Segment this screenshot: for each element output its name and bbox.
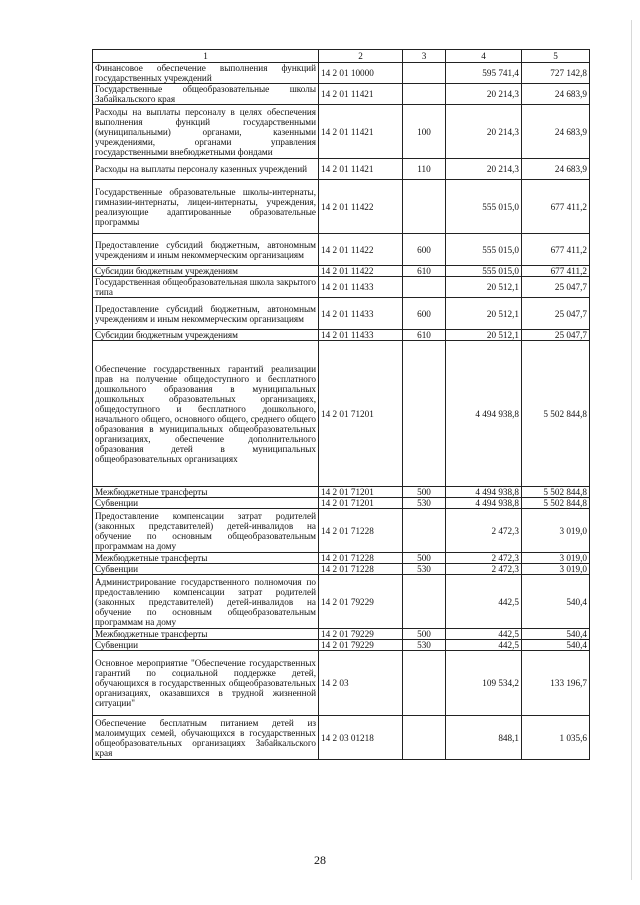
row-expense-type-cell	[403, 575, 446, 629]
table-row	[93, 277, 590, 298]
table-row	[93, 716, 590, 760]
row-code-cell: 14 2 01 11422	[319, 266, 403, 277]
row-value-col4-cell: 4 494 938,8	[446, 487, 522, 498]
row-value-col4-cell: 848,1	[446, 716, 522, 760]
row-code-cell: 14 2 01 11422	[319, 180, 403, 234]
row-value-col5-cell: 24 683,9	[522, 105, 590, 159]
row-value-col5-cell: 24 683,9	[522, 84, 590, 105]
row-expense-type-cell	[403, 651, 446, 716]
row-value-col4-cell: 555 015,0	[446, 180, 522, 234]
row-name-cell: Субвенции	[93, 564, 319, 575]
row-name-cell: Расходы на выплаты персоналу казенных учреждений	[93, 159, 319, 180]
row-name-cell: Администрирование государственного полномочия по предоставлению компенсации затрат родителей (законных представителей) детей-инвалидов на обучение по основным общеобразовательным программам на дому	[93, 575, 319, 629]
table-row	[93, 159, 590, 180]
table-row	[93, 509, 590, 553]
row-value-col4-cell: 4 494 938,8	[446, 498, 522, 509]
row-value-col5-cell: 727 142,8	[522, 63, 590, 84]
row-value-col5-cell: 25 047,7	[522, 277, 590, 298]
row-expense-type-cell: 610	[403, 266, 446, 277]
row-expense-type-cell: 530	[403, 640, 446, 651]
row-expense-type-cell	[403, 277, 446, 298]
row-code-cell: 14 2 01 11433	[319, 298, 403, 330]
row-name-cell: Предоставление субсидий бюджетным, автономным учреждениям и иным некоммерческим организациям	[93, 234, 319, 266]
row-name-cell: Обеспечение государственных гарантий реализации прав на получение общедоступного и бесплатного дошкольного образования в муниципальных дошкольных образовательных организациях, общедоступного и бесплатного дошкольного, начального общего, основного общего, среднего общего образования в муниципальных общеобразовательных организациях, обеспечение дополнительного образования детей в муниципальных общеобразовательных организациях	[93, 341, 319, 487]
row-value-col5-cell: 5 502 844,8	[522, 487, 590, 498]
table-row	[93, 487, 590, 498]
column-header-5: 5	[522, 50, 590, 63]
column-header-1: 1	[93, 50, 319, 63]
page-number: 28	[314, 853, 326, 867]
row-code-cell: 14 2 01 79229	[319, 640, 403, 651]
row-name-cell: Субвенции	[93, 498, 319, 509]
row-value-col5-cell: 540,4	[522, 629, 590, 640]
row-code-cell: 14 2 01 11433	[319, 330, 403, 341]
scan-edge-line	[631, 20, 632, 880]
table-row	[93, 63, 590, 84]
row-expense-type-cell: 610	[403, 330, 446, 341]
row-code-cell: 14 2 01 11422	[319, 234, 403, 266]
row-expense-type-cell: 500	[403, 629, 446, 640]
row-value-col4-cell: 555 015,0	[446, 234, 522, 266]
table-row	[93, 84, 590, 105]
row-expense-type-cell: 530	[403, 564, 446, 575]
row-value-col4-cell: 2 472,3	[446, 564, 522, 575]
row-name-cell: Межбюджетные трансферты	[93, 553, 319, 564]
row-code-cell: 14 2 01 71201	[319, 341, 403, 487]
row-value-col4-cell: 20 512,1	[446, 330, 522, 341]
row-name-cell: Субвенции	[93, 640, 319, 651]
column-header-2: 2	[319, 50, 403, 63]
row-expense-type-cell	[403, 180, 446, 234]
column-header-3: 3	[403, 50, 446, 63]
row-name-cell: Межбюджетные трансферты	[93, 487, 319, 498]
row-value-col4-cell: 20 214,3	[446, 105, 522, 159]
header-row	[93, 50, 590, 63]
row-name-cell: Финансовое обеспечение выполнения функций государственных учреждений	[93, 63, 319, 84]
row-value-col5-cell: 25 047,7	[522, 298, 590, 330]
table-row	[93, 180, 590, 234]
row-value-col4-cell: 442,5	[446, 629, 522, 640]
row-value-col5-cell: 540,4	[522, 640, 590, 651]
row-name-cell: Межбюджетные трансферты	[93, 629, 319, 640]
table-row	[93, 640, 590, 651]
row-value-col4-cell: 442,5	[446, 575, 522, 629]
row-value-col5-cell: 1 035,6	[522, 716, 590, 760]
row-value-col5-cell: 3 019,0	[522, 553, 590, 564]
row-expense-type-cell: 600	[403, 234, 446, 266]
budget-table	[92, 49, 590, 760]
row-expense-type-cell	[403, 509, 446, 553]
row-name-cell: Обеспечение бесплатным питанием детей из малоимущих семей, обучающихся в государственных общеобразовательных организациях Забайкальского края	[93, 716, 319, 760]
row-value-col4-cell: 595 741,4	[446, 63, 522, 84]
row-name-cell: Субсидии бюджетным учреждениям	[93, 266, 319, 277]
table-row	[93, 629, 590, 640]
row-name-cell: Расходы на выплаты персоналу в целях обеспечения выполнения функций государственными (муниципальными) органами, казенными учреждениями, органами управления государственными внебюджетными фондами	[93, 105, 319, 159]
row-name-cell: Предоставление компенсации затрат родителей (законных представителей) детей-инвалидов на обучение по основным общеобразовательным программам на дому	[93, 509, 319, 553]
row-name-cell: Государственные образовательные школы-интернаты, гимназии-интернаты, лицеи-интернаты, учреждения, реализующие адаптированные образовательные программы	[93, 180, 319, 234]
row-value-col5-cell: 133 196,7	[522, 651, 590, 716]
row-code-cell: 14 2 01 71201	[319, 487, 403, 498]
row-value-col4-cell: 109 534,2	[446, 651, 522, 716]
row-code-cell: 14 2 01 71201	[319, 498, 403, 509]
row-value-col5-cell: 25 047,7	[522, 330, 590, 341]
row-value-col5-cell: 677 411,2	[522, 266, 590, 277]
row-expense-type-cell	[403, 341, 446, 487]
table-row	[93, 564, 590, 575]
table-row	[93, 266, 590, 277]
row-name-cell: Предоставление субсидий бюджетным, автономным учреждениям и иным некоммерческим организациям	[93, 298, 319, 330]
row-value-col4-cell: 20 512,1	[446, 298, 522, 330]
table-body	[93, 63, 590, 760]
row-value-col4-cell: 442,5	[446, 640, 522, 651]
row-value-col4-cell: 20 512,1	[446, 277, 522, 298]
row-code-cell: 14 2 01 71228	[319, 553, 403, 564]
table-row	[93, 105, 590, 159]
row-value-col4-cell: 2 472,3	[446, 509, 522, 553]
table-row	[93, 330, 590, 341]
row-code-cell: 14 2 03 01218	[319, 716, 403, 760]
table-row	[93, 498, 590, 509]
row-value-col5-cell: 5 502 844,8	[522, 498, 590, 509]
row-value-col4-cell: 2 472,3	[446, 553, 522, 564]
row-code-cell: 14 2 01 79229	[319, 575, 403, 629]
row-code-cell: 14 2 01 71228	[319, 564, 403, 575]
row-value-col5-cell: 3 019,0	[522, 564, 590, 575]
row-value-col5-cell: 677 411,2	[522, 180, 590, 234]
row-expense-type-cell: 500	[403, 487, 446, 498]
table-row	[93, 298, 590, 330]
row-code-cell: 14 2 01 10000	[319, 63, 403, 84]
row-expense-type-cell: 500	[403, 553, 446, 564]
row-value-col5-cell: 24 683,9	[522, 159, 590, 180]
row-value-col4-cell: 20 214,3	[446, 159, 522, 180]
row-name-cell: Государственные общеобразовательные школы Забайкальского края	[93, 84, 319, 105]
row-code-cell: 14 2 01 79229	[319, 629, 403, 640]
table-row	[93, 234, 590, 266]
row-expense-type-cell: 530	[403, 498, 446, 509]
row-code-cell: 14 2 01 11421	[319, 159, 403, 180]
row-value-col4-cell: 20 214,3	[446, 84, 522, 105]
row-code-cell: 14 2 01 11433	[319, 277, 403, 298]
row-expense-type-cell	[403, 716, 446, 760]
row-code-cell: 14 2 01 11421	[319, 105, 403, 159]
row-value-col4-cell: 4 494 938,8	[446, 341, 522, 487]
row-name-cell: Субсидии бюджетным учреждениям	[93, 330, 319, 341]
row-value-col5-cell: 5 502 844,8	[522, 341, 590, 487]
row-code-cell: 14 2 03	[319, 651, 403, 716]
row-name-cell: Государственная общеобразовательная школа закрытого типа	[93, 277, 319, 298]
table-row	[93, 341, 590, 487]
row-name-cell: Основное мероприятие "Обеспечение государственных гарантий по социальной поддержке детей, обучающихся в государственных общеобразовательных организациях, оказавшихся в трудной жизненной ситуации"	[93, 651, 319, 716]
row-code-cell: 14 2 01 11421	[319, 84, 403, 105]
row-value-col4-cell: 555 015,0	[446, 266, 522, 277]
row-expense-type-cell	[403, 84, 446, 105]
row-value-col5-cell: 677 411,2	[522, 234, 590, 266]
column-header-4: 4	[446, 50, 522, 63]
row-code-cell: 14 2 01 71228	[319, 509, 403, 553]
row-expense-type-cell	[403, 63, 446, 84]
row-expense-type-cell: 100	[403, 105, 446, 159]
row-expense-type-cell: 110	[403, 159, 446, 180]
row-expense-type-cell: 600	[403, 298, 446, 330]
table-row	[93, 575, 590, 629]
row-value-col5-cell: 540,4	[522, 575, 590, 629]
table-row	[93, 553, 590, 564]
table-row	[93, 651, 590, 716]
row-value-col5-cell: 3 019,0	[522, 509, 590, 553]
